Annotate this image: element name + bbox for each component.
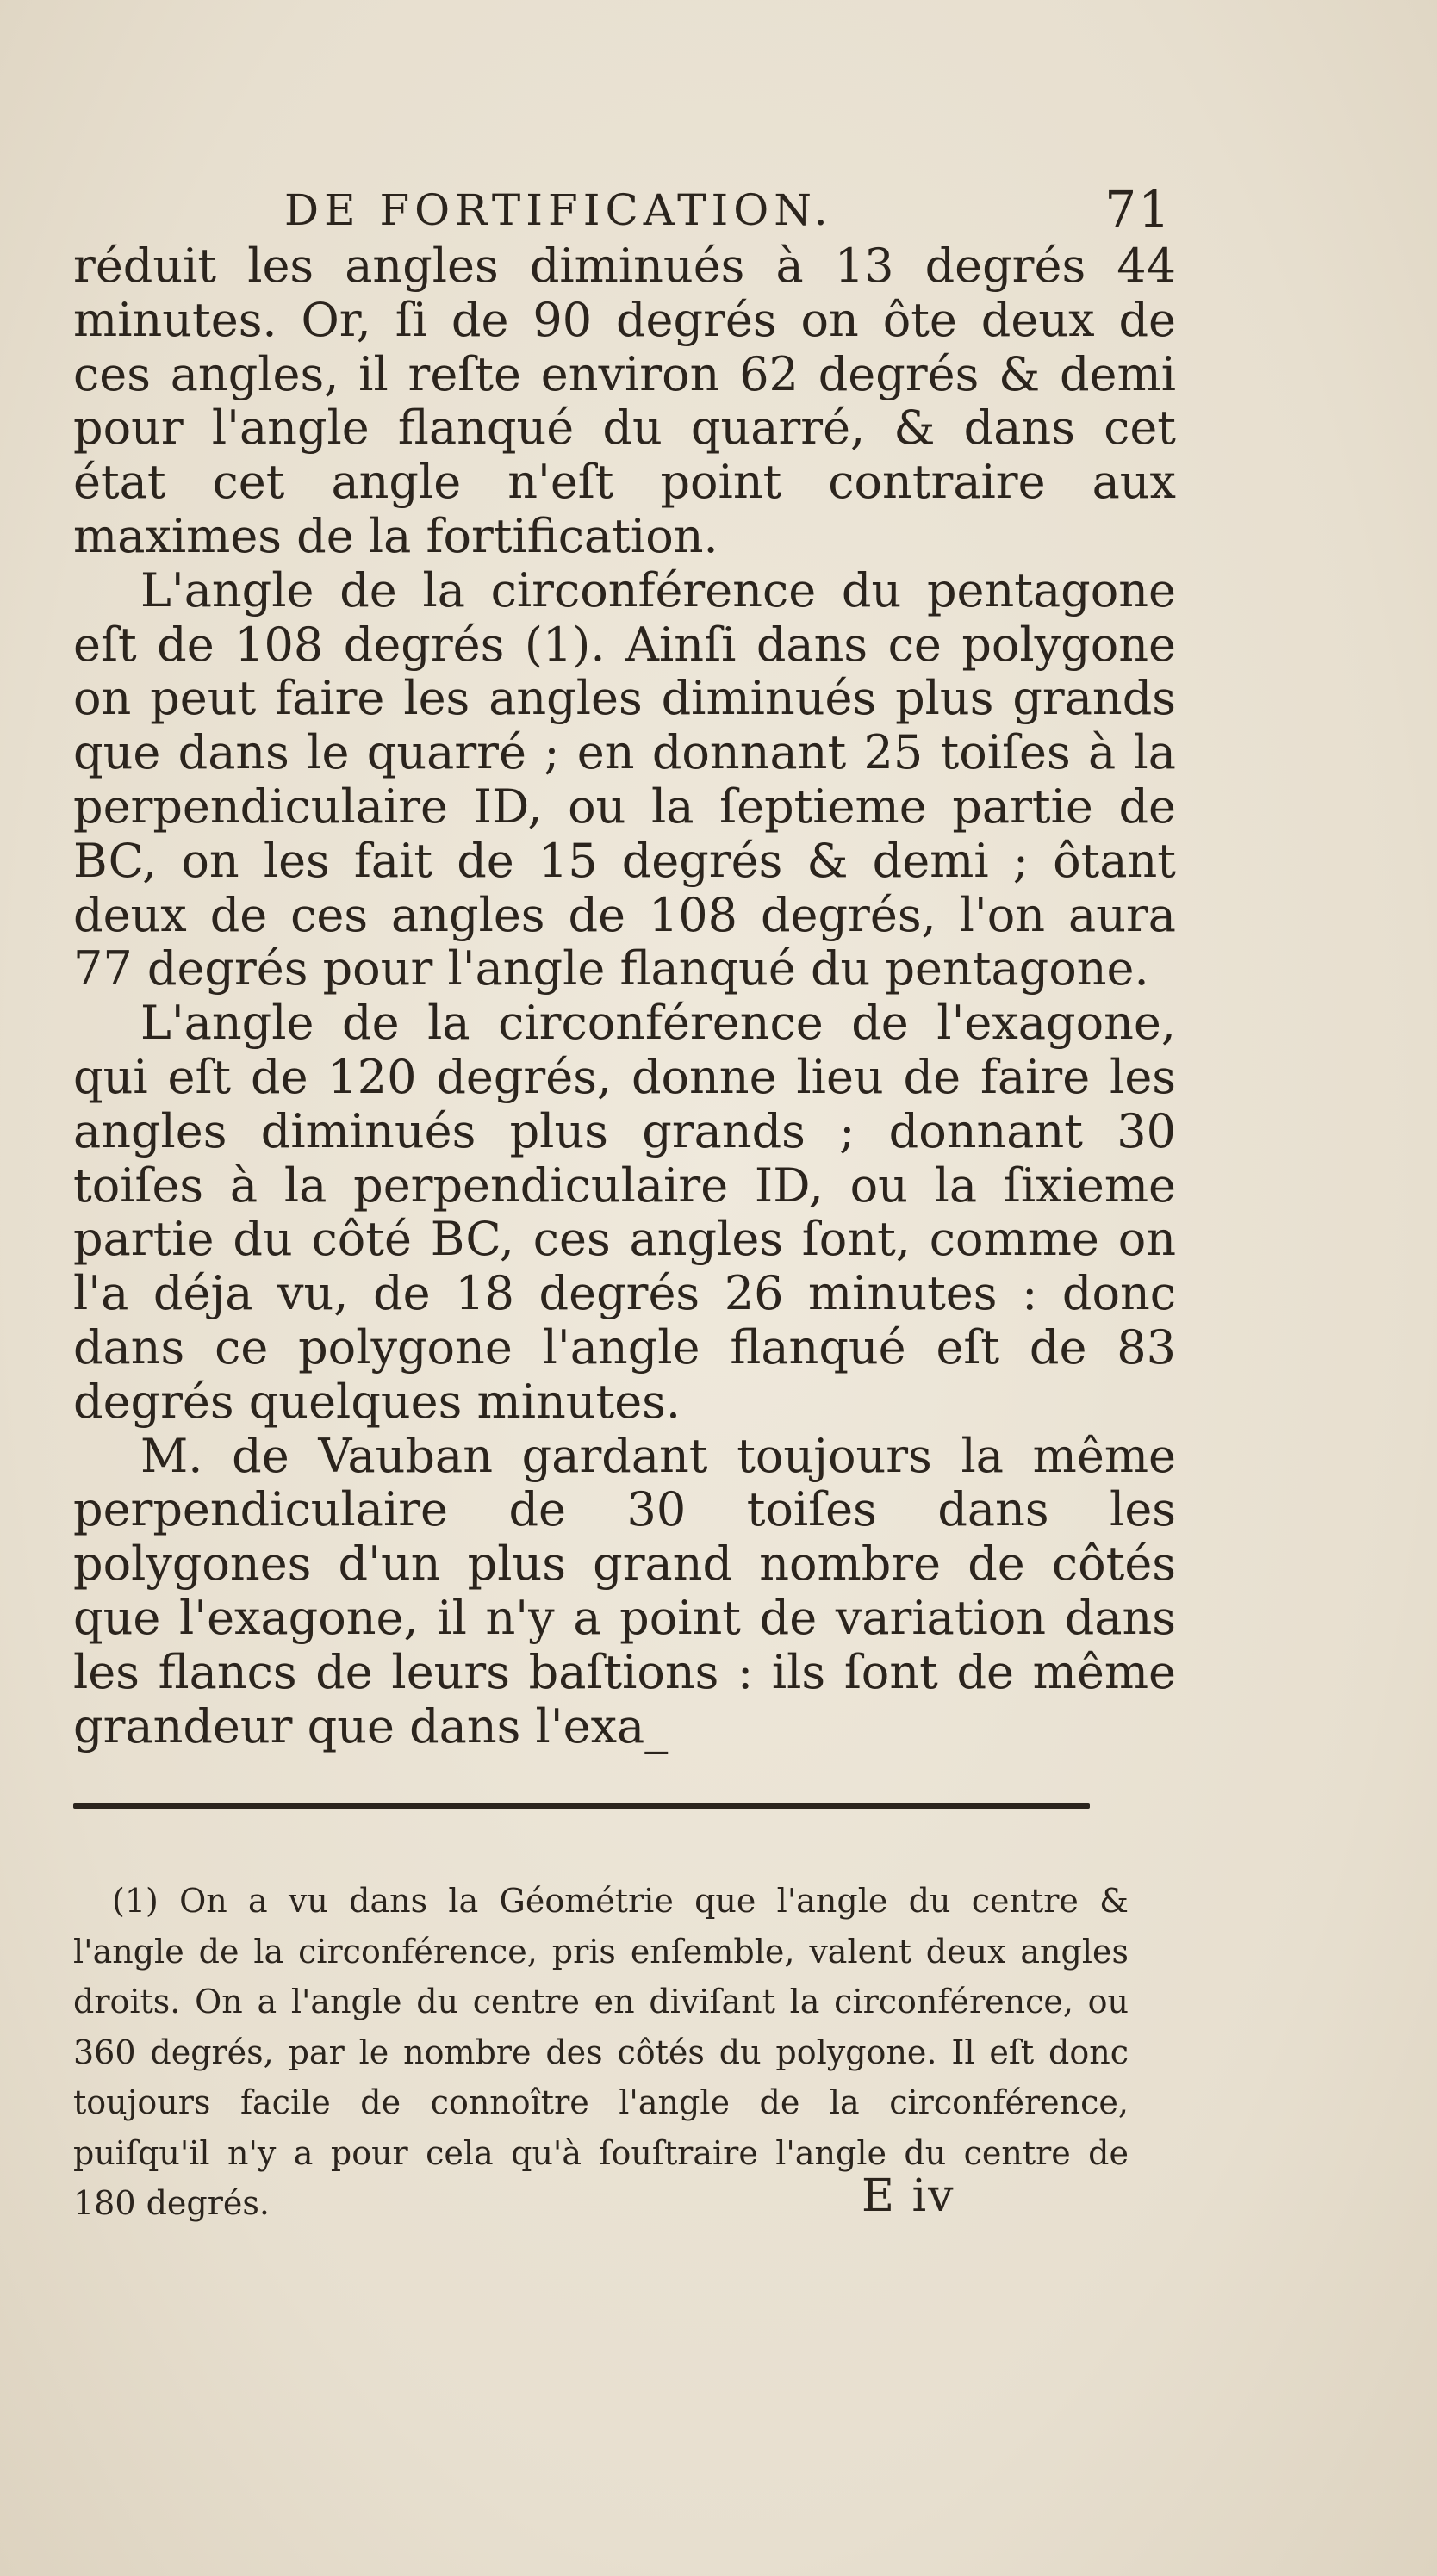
body-text [73,239,1176,1754]
running-title: DE FORTIFICATION. [284,185,833,235]
footnote-rule [73,1803,1090,1809]
paragraph-3: L'angle de la circonférence de l'exagone, qui eſt de 120 degrés, donne lieu de faire les angles diminués plus grands ; donnant 30 toiſes à la perpendiculaire ID, ou la ſixieme partie du côté BC, ces angles ſont, comme on l'a déja vu, de 18 degrés 26 minutes : donc dans ce polygone l'angle flanqué eſt de 83 degrés quelques minutes. [73,996,1176,1429]
footnote: (1) On a vu dans la Géométrie que l'angle du centre & l'angle de la circonférence, pris enſemble, valent deux angles droits. On a l'angle du centre en diviſant la circonférence, ou 360 degrés, par le nombre des côtés du polygone. Il eſt donc toujours facile de connoître l'angle de la circonférence, puiſqu'il n'y a pour cela qu'à ſouſtraire l'angle du centre de 180 degrés. [73,1882,1129,2222]
page-number: 71 [1104,180,1172,239]
signature-mark: E iv [862,2170,955,2222]
paragraph-1: réduit les angles diminués à 13 degrés 44 minutes. Or, ſi de 90 degrés on ôte deux de ces angles, il reſte environ 62 degrés & demi pour l'angle flanqué du quarré, & dans cet état cet angle n'eſt point contraire aux maximes de la fortification. [73,239,1176,563]
page-header [284,180,1172,245]
paragraph-4: M. de Vauban gardant toujours la même perpendiculaire de 30 toiſes dans les polygones d'un plus grand nombre de côtés que l'exagone, il n'y a point de variation dans les flancs de leurs baſtions : ils ſont de même grandeur que dans l'exa_ [73,1428,1176,1754]
paragraph-2: L'angle de la circonférence du pentagone eſt de 108 degrés (1). Ainſi dans ce polygone on peut faire les angles diminués plus grands que dans le quarré ; en donnant 25 toiſes à la perpendiculaire ID, ou la ſeptieme partie de BC, on les fait de 15 degrés & demi ; ôtant deux de ces angles de 108 degrés, l'on aura 77 degrés pour l'angle flanqué du pentagone. [73,562,1176,996]
